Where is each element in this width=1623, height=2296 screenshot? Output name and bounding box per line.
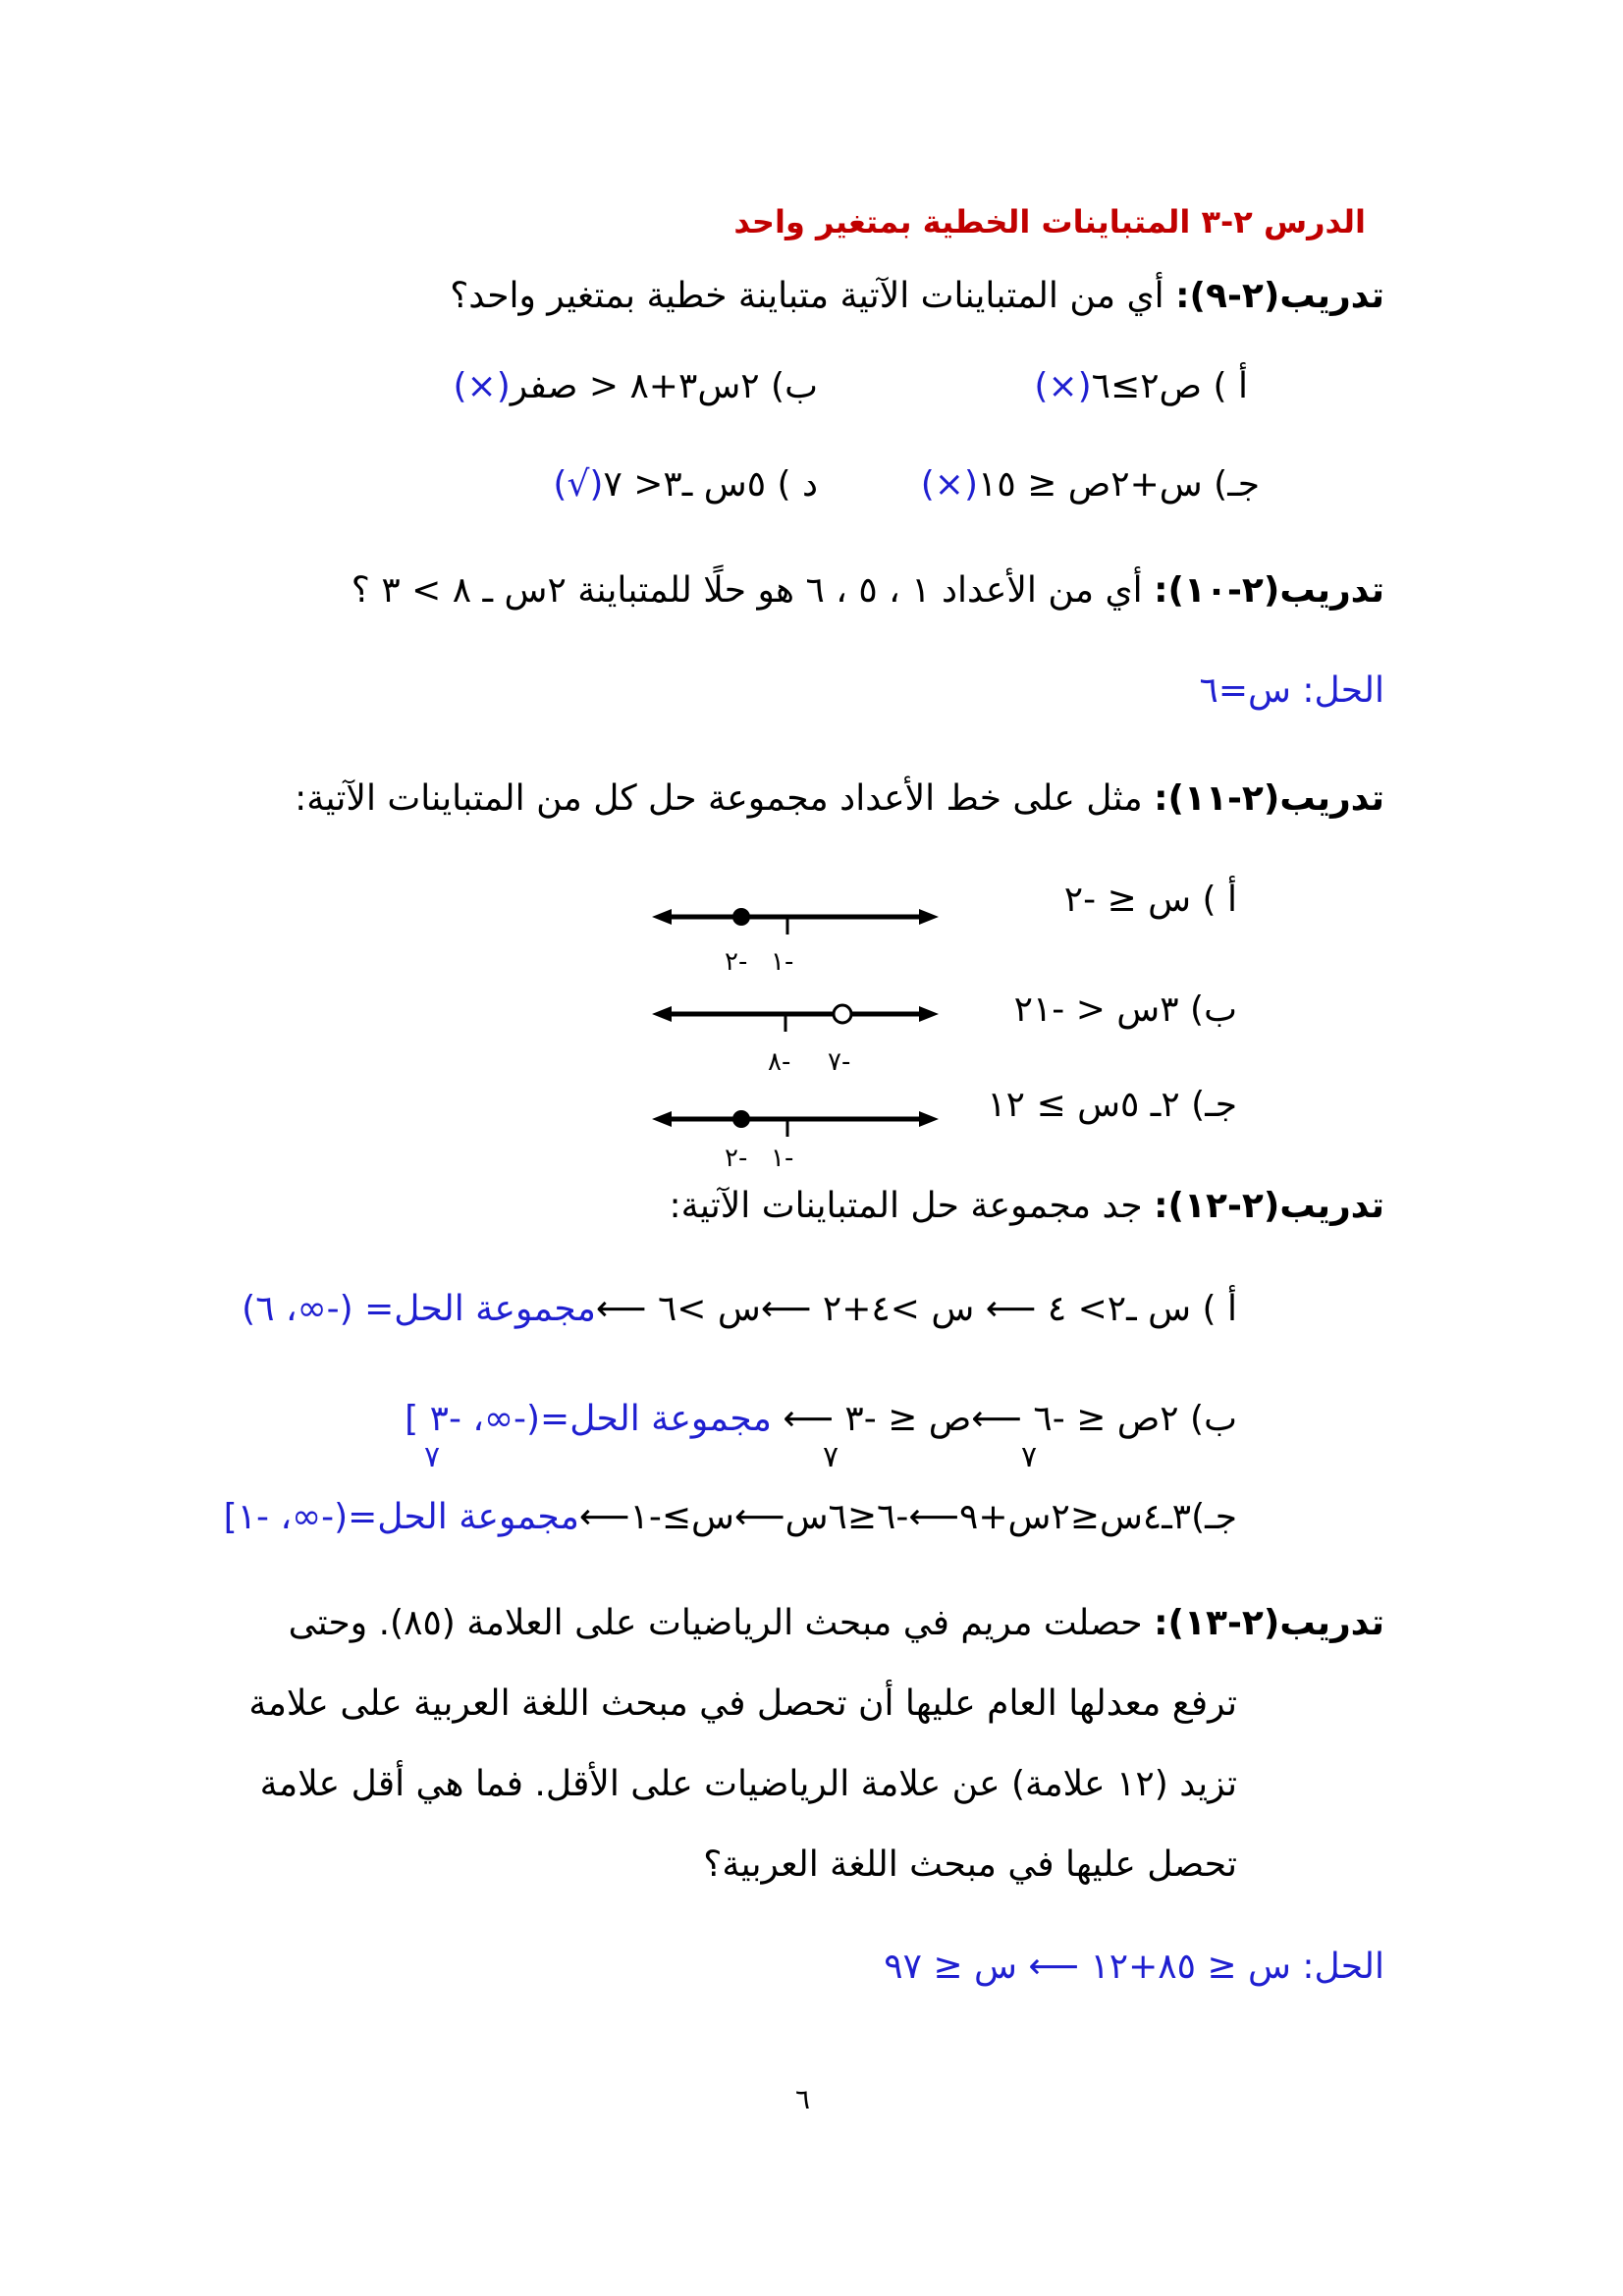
exercise-9-option-a — [1034, 363, 1248, 410]
fraction-denominator-1: ٧ — [1021, 1440, 1038, 1474]
exercise-9-option-b — [453, 363, 818, 410]
option-d-text: د ) ٥س ـ٣< ٧ — [603, 464, 818, 505]
exercise-11-item-a: أ ) س ≤ -٢ — [1063, 880, 1237, 920]
exercise-11-item-b: ب) ٣س < -٢١ — [1013, 989, 1237, 1030]
option-c-text: جـ) س+٢ص ≤ ١٥ — [978, 464, 1260, 505]
exercise-10-label: تدريب(٢-١٠): — [1154, 570, 1384, 611]
exercise-13-line-3: تزيد (١٢ علامة) عن علامة الرياضيات على الأقل. فما هي أقل علامة — [259, 1764, 1237, 1804]
exercise-9-option-d — [553, 461, 818, 508]
exercise-10-solution: الحل: س=٦ — [1199, 670, 1384, 711]
part-c-steps: جـ)٣ـ٤س≤٢س+٩⟵-٦≤٦س⟵س≥-١⟵ — [578, 1497, 1237, 1537]
option-d-mark: (√) — [553, 464, 604, 505]
exercise-9-question — [450, 273, 1384, 320]
fraction-denominator-2: ٧ — [823, 1440, 839, 1474]
exercise-13-line-4: تحصل عليها في مبحث اللغة العربية؟ — [703, 1844, 1237, 1885]
exercise-9-text: أي من المتباينات الآتية متباينة خطية بمتغير واحد؟ — [450, 276, 1164, 316]
exercise-10-question — [352, 567, 1384, 614]
number-line-b-tick-1: -٨ — [768, 1047, 791, 1077]
number-line-a-tick-1: -٢ — [725, 947, 748, 977]
number-line-a — [648, 897, 943, 936]
part-a-solution-set: مجموعة الحل= (-∞، ٦) — [242, 1289, 596, 1329]
exercise-12-part-b — [405, 1396, 1237, 1443]
exercise-13-label: تدريب(٢-١٣): — [1154, 1603, 1384, 1643]
exercise-11-item-c: جـ) ٢ـ ٥س ≥ ١٢ — [987, 1085, 1237, 1125]
exercise-10-text: أي من الأعداد ١ ، ٥ ، ٦ هو حلًا للمتباينة ٢س ـ ٨ > ٣ ؟ — [351, 570, 1143, 611]
part-b-solution-set: مجموعة الحل=(-∞، -٣ ] — [405, 1399, 772, 1439]
part-c-solution-set: مجموعة الحل=(-∞، -١] — [223, 1497, 579, 1537]
option-c-mark: (×) — [920, 464, 978, 505]
exercise-11-label: تدريب(٢-١١): — [1154, 778, 1384, 819]
number-line-c-tick-1: -٢ — [725, 1144, 748, 1173]
exercise-12-part-a — [242, 1286, 1237, 1333]
option-b-mark: (×) — [453, 366, 511, 406]
number-line-a-tick-2: -١ — [771, 947, 794, 977]
option-a-mark: (×) — [1034, 366, 1092, 406]
number-line-b-tick-2: -٧ — [828, 1047, 851, 1077]
exercise-13-line-1 — [289, 1600, 1384, 1647]
part-b-steps: ب) ٢ص ≤ -٦ ⟵ص ≤ -٣ ⟵ — [783, 1399, 1237, 1439]
part-a-steps: أ ) س ـ٢> ٤ ⟵ س >٤+٢ ⟵س >٦ ⟵ — [595, 1289, 1237, 1329]
exercise-9-label: تدريب(٢-٩): — [1175, 276, 1384, 316]
exercise-12-label: تدريب(٢-١٢): — [1154, 1186, 1384, 1226]
exercise-9-option-c — [921, 461, 1260, 508]
exercise-13-text-1: حصلت مريم في مبحث الرياضيات على العلامة (٨٥). وحتى — [288, 1603, 1143, 1643]
lesson-title: الدرس ٢-٣ المتباينات الخطية بمتغير واحد — [733, 203, 1366, 240]
fraction-denominator-3: ٧ — [424, 1440, 441, 1474]
exercise-12-part-c — [224, 1494, 1237, 1541]
exercise-12-question — [669, 1183, 1384, 1230]
option-b-text: ب) ٢س٣+٨ < صفر — [510, 366, 818, 406]
option-a-text: أ ) ص٢≥٦ — [1091, 366, 1248, 406]
number-line-c — [648, 1099, 943, 1139]
exercise-12-text: جد مجموعة حل المتباينات الآتية: — [669, 1186, 1143, 1226]
page-number: ٦ — [795, 2083, 811, 2115]
exercise-13-line-2: ترفع معدلها العام عليها أن تحصل في مبحث اللغة العربية على علامة — [248, 1683, 1237, 1724]
exercise-11-question — [295, 775, 1384, 823]
exercise-11-text: مثل على خط الأعداد مجموعة حل كل من المتباينات الآتية: — [295, 778, 1143, 819]
number-line-b — [648, 994, 943, 1034]
number-line-c-tick-2: -١ — [771, 1144, 794, 1173]
exercise-13-solution: الحل: س ≤ ٨٥+١٢ ⟵ س ≤ ٩٧ — [884, 1947, 1384, 1987]
